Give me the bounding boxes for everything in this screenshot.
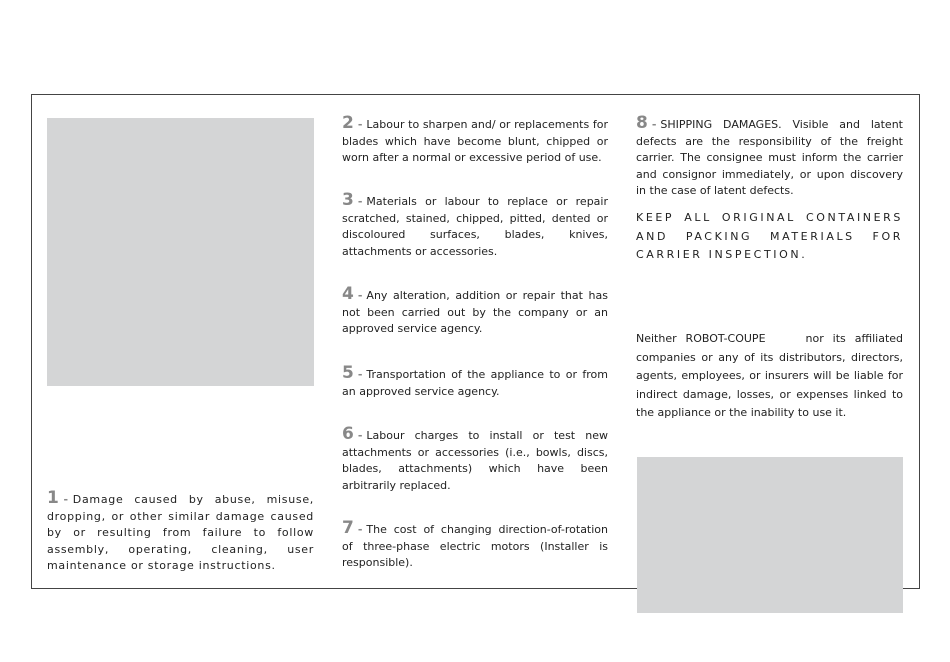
exclusion-item-2 bbox=[342, 115, 608, 167]
item-number: 6 bbox=[342, 424, 354, 444]
item-text: Damage caused by abuse, misuse, dropping, or other similar damage caused by or resulting from failure to follow assembly, operating, cleaning, user maintenance or storage instructions. bbox=[47, 493, 314, 572]
item-number: 3 bbox=[342, 190, 354, 210]
item-number: 4 bbox=[342, 284, 354, 304]
item-number: 8 bbox=[636, 113, 648, 133]
item-number: 5 bbox=[342, 363, 354, 383]
image-placeholder-top-left bbox=[47, 118, 314, 386]
item-number: 2 bbox=[342, 113, 354, 133]
item-text: Transportation of the appliance to or from an approved service agency. bbox=[342, 368, 608, 398]
item-number: 1 bbox=[47, 488, 60, 508]
liability-disclaimer bbox=[636, 330, 903, 423]
item-dash: - bbox=[357, 289, 363, 302]
item-text: Materials or labour to replace or repair scratched, stained, chipped, pitted, dented or discoloured surfaces, blades, knives, attachments or accessories. bbox=[342, 195, 608, 258]
item-dash: - bbox=[357, 195, 363, 208]
item-dash: - bbox=[357, 429, 363, 442]
item-text: The cost of changing direction-of-rotation of three-phase electric motors (Installer is responsible). bbox=[342, 523, 608, 569]
item-dash: - bbox=[357, 118, 363, 131]
item-dash: - bbox=[63, 493, 69, 506]
item-text: Labour charges to install or test new attachments or accessories (i.e., bowls, discs, blades, attachments) which have been arbitrarily replaced. bbox=[342, 429, 608, 492]
item-dash: - bbox=[357, 523, 363, 536]
item-text: SHIPPING DAMAGES. Visible and latent defects are the responsibility of the freight carrier. The consignee must inform the carrier and consignor immediately, or upon discovery in the case of latent defects. bbox=[636, 118, 903, 197]
exclusion-item-3 bbox=[342, 192, 608, 260]
keep-containers-notice: KEEP ALL ORIGINAL CONTAINERS AND PACKING MATERIALS FOR CARRIER INSPECTION. bbox=[636, 211, 903, 261]
item-text: Any alteration, addition or repair that has not been carried out by the company or an approved service agency. bbox=[342, 289, 608, 335]
item-text: Labour to sharpen and/ or replacements for blades which have become blunt, chipped or worn after a normal or excessive period of use. bbox=[342, 118, 608, 164]
disclaimer-brand: Neither ROBOT-COUPE bbox=[636, 332, 766, 345]
item-number: 7 bbox=[342, 518, 354, 538]
exclusion-item-7 bbox=[342, 520, 608, 572]
exclusion-item-1 bbox=[47, 490, 314, 575]
item-dash: - bbox=[357, 368, 363, 381]
exclusion-item-5 bbox=[342, 365, 608, 400]
exclusion-item-6 bbox=[342, 426, 608, 494]
image-placeholder-bottom-right bbox=[637, 457, 903, 613]
exclusion-item-4 bbox=[342, 286, 608, 338]
exclusion-item-8 bbox=[636, 115, 903, 200]
item-dash: - bbox=[651, 118, 657, 131]
disclaimer-text: nor its affiliated companies or any of its distributors, directors, agents, employees, or insurers will be liable for indirect damage, losses, or expenses linked to the appliance or the inability to use it. bbox=[636, 332, 904, 419]
